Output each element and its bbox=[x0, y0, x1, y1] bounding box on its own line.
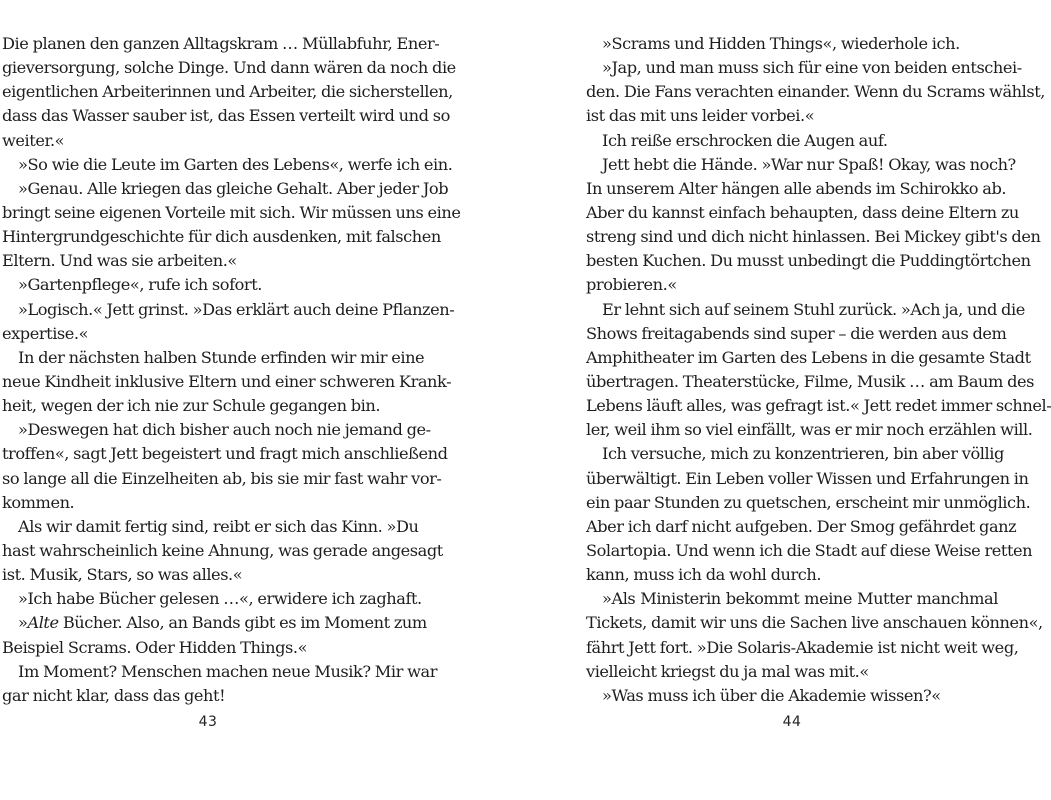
text-line: Hintergrundgeschichte für dich ausdenken, mit falschen bbox=[2, 227, 441, 247]
text-line: Lebens läuft alles, was gefragt ist.« Jett redet immer schnel- bbox=[586, 396, 1051, 416]
text-line: Jett hebt die Hände. »War nur Spaß! Okay, was noch? bbox=[602, 154, 1016, 174]
text-line: probieren.« bbox=[586, 275, 677, 295]
text-line: »Genau. Alle kriegen das gleiche Gehalt. Aber jeder Job bbox=[18, 178, 449, 198]
text-line: In der nächsten halben Stunde erfinden wir mir eine bbox=[18, 347, 425, 367]
page-number-left: 43 bbox=[198, 714, 218, 730]
text-line: ist das mit uns leider vorbei.« bbox=[586, 106, 815, 126]
text-line: gieversorgung, solche Dinge. Und dann wären da noch die bbox=[2, 58, 456, 78]
text-line: Shows freitagabends sind super – die werden aus dem bbox=[586, 323, 1007, 343]
text-line: kommen. bbox=[2, 492, 75, 512]
text-line: ler, weil ihm so viel einfällt, was er mir noch erzählen will. bbox=[586, 420, 1033, 440]
text-line: Solartopia. Und wenn ich die Stadt auf diese Weise retten bbox=[586, 540, 1033, 560]
text-line: übertragen. Theaterstücke, Filme, Musik … am Baum des bbox=[586, 371, 1035, 391]
text-line: Eltern. Und was sie arbeiten.« bbox=[2, 251, 237, 271]
text-line: Im Moment? Menschen machen neue Musik? Mir war bbox=[18, 661, 438, 681]
text-line: »Deswegen hat dich bisher auch noch nie jemand ge- bbox=[18, 420, 431, 440]
text-line: »Als Ministerin bekommt meine Mutter manchmal bbox=[602, 589, 998, 609]
italic-word: Alte bbox=[27, 613, 59, 633]
text-line: Die planen den ganzen Alltagskram … Müllabfuhr, Ener- bbox=[2, 34, 440, 53]
text-line: Aber ich darf nicht aufgeben. Der Smog gefährdet ganz bbox=[586, 516, 1017, 536]
text-line: ist. Musik, Stars, so was alles.« bbox=[2, 565, 243, 585]
text-line: eigentlichen Arbeiterinnen und Arbeiter, die sicherstellen, bbox=[2, 82, 453, 102]
text-line: bringt seine eigenen Vorteile mit sich. Wir müssen uns eine bbox=[2, 202, 461, 222]
page-number-right: 44 bbox=[782, 714, 802, 730]
text-line: vielleicht kriegst du ja mal was mit.« bbox=[586, 661, 869, 681]
text-line: hast wahrscheinlich keine Ahnung, was gerade angesagt bbox=[2, 540, 443, 560]
right-page bbox=[586, 32, 1051, 792]
text-line: Beispiel Scrams. Oder Hidden Things.« bbox=[2, 637, 308, 657]
text-line: neue Kindheit inklusive Eltern und einer schweren Krank- bbox=[2, 371, 452, 391]
text-line: »Ich habe Bücher gelesen …«, erwidere ich zaghaft. bbox=[18, 589, 422, 609]
text-line: gar nicht klar, dass das geht! bbox=[2, 685, 226, 705]
text-line: »Was muss ich über die Akademie wissen?« bbox=[602, 685, 941, 705]
text-line: Ich versuche, mich zu konzentrieren, bin aber völlig bbox=[602, 444, 1004, 464]
text-line: so lange all die Einzelheiten ab, bis sie mir fast wahr vor- bbox=[2, 468, 442, 488]
text-line: weiter.« bbox=[2, 130, 65, 150]
text-line: Amphitheater im Garten des Lebens in die gesamte Stadt bbox=[586, 347, 1031, 367]
text-line: Aber du kannst einfach behaupten, dass deine Eltern zu bbox=[586, 202, 1019, 222]
text-line: Als wir damit fertig sind, reibt er sich das Kinn. »Du bbox=[18, 516, 419, 536]
text-line: überwältigt. Ein Leben voller Wissen und Erfahrungen in bbox=[586, 468, 1029, 488]
text-line: ein paar Stunden zu quetschen, erscheint mir unmöglich. bbox=[586, 492, 1031, 512]
text-line: besten Kuchen. Du musst unbedingt die Puddingtörtchen bbox=[586, 251, 1031, 271]
text-line: troffen«, sagt Jett begeistert und fragt mich anschließend bbox=[2, 444, 448, 464]
text-line: streng sind und dich nicht hinlassen. Bei Mickey gibt's den bbox=[586, 227, 1041, 247]
text-line: fährt Jett fort. »Die Solaris-Akademie ist nicht weit weg, bbox=[586, 637, 1019, 657]
text-line: dass das Wasser sauber ist, das Essen verteilt wird und so bbox=[2, 106, 450, 126]
text-line: »So wie die Leute im Garten des Lebens«, werfe ich ein. bbox=[18, 154, 453, 174]
text-line: Ich reiße erschrocken die Augen auf. bbox=[602, 130, 888, 150]
text-line: »Jap, und man muss sich für eine von beiden entschei- bbox=[602, 58, 1022, 78]
text-line: expertise.« bbox=[2, 323, 89, 343]
text-line: »Scrams und Hidden Things«, wiederhole ich. bbox=[602, 34, 960, 53]
text-line: kann, muss ich da wohl durch. bbox=[586, 565, 822, 585]
right-page-text bbox=[586, 32, 1051, 708]
text-line: In unserem Alter hängen alle abends im Schirokko ab. bbox=[586, 178, 1007, 198]
left-page bbox=[2, 32, 461, 792]
text-line: Tickets, damit wir uns die Sachen live anschauen können«, bbox=[586, 613, 1043, 633]
text-line: heit, wegen der ich nie zur Schule gegangen bin. bbox=[2, 396, 381, 416]
text-line: Er lehnt sich auf seinem Stuhl zurück. »Ach ja, und die bbox=[602, 299, 1025, 319]
text-line: »Gartenpflege«, rufe ich sofort. bbox=[18, 275, 262, 295]
left-page-text bbox=[2, 32, 461, 708]
text-line-italic: »Alte Bücher. Also, an Bands gibt es im Moment zum bbox=[18, 613, 427, 633]
text-line: den. Die Fans verachten einander. Wenn du Scrams wählst, bbox=[586, 82, 1045, 102]
text-line: »Logisch.« Jett grinst. »Das erklärt auch deine Pflanzen- bbox=[18, 299, 455, 319]
